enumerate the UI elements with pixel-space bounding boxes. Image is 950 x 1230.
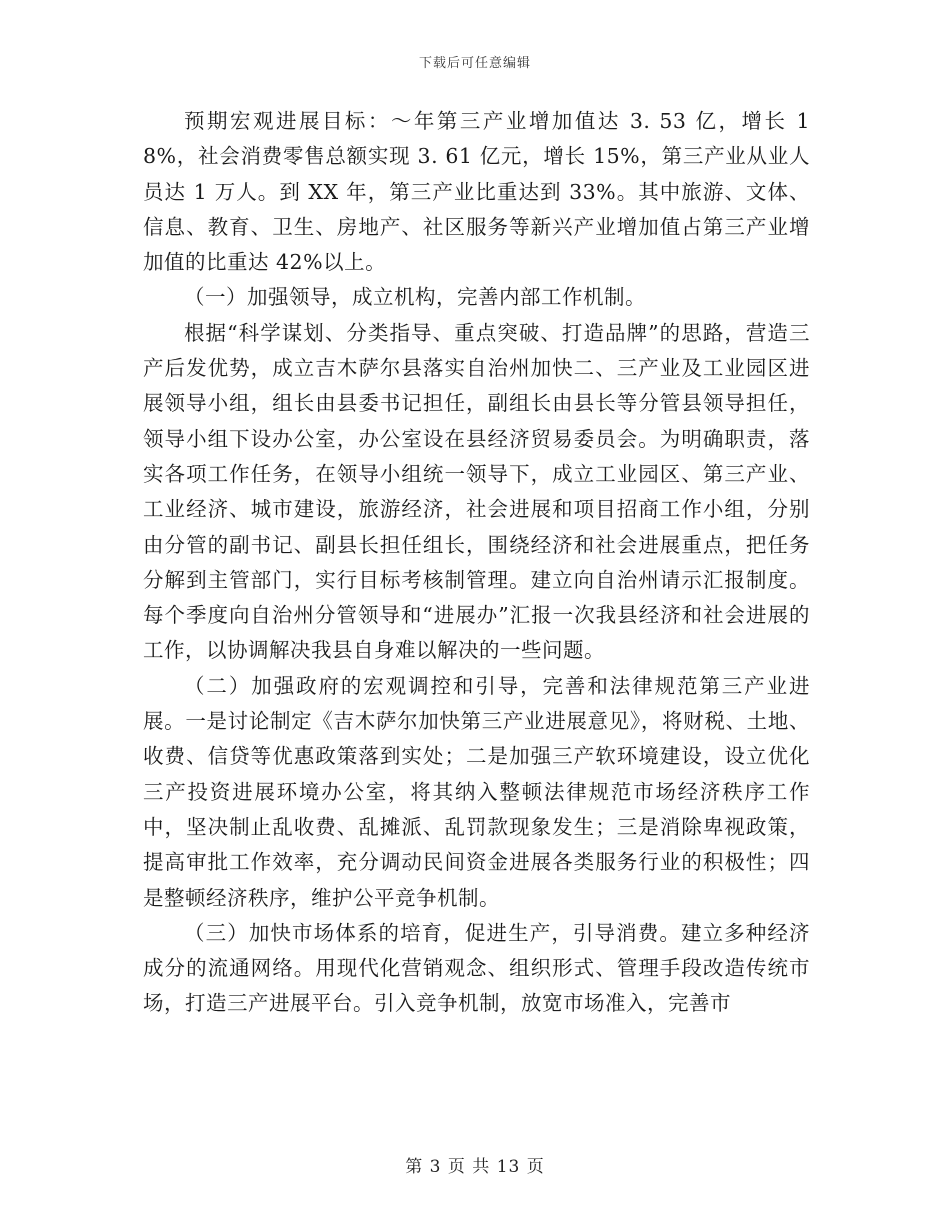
paragraph-section-1-body: 根据“科学谋划、分类指导、重点突破、打造品牌”的思路，营造三产后发优势，成立吉木萨尔县落实自治州加快二、三产业及工业园区进展领导小组，组长由县委书记担任，副组长由县长等分管县领导担任，领导小组下设办公室，办公室设在县经济贸易委员会。为明确职责，落实各项工作任务，在领导小组统一领导下，成立工业园区、第三产业、工业经济、城市建设，旅游经济，社会进展和项目招商工作小组，分别由分管的副书记、副县长担任组长，围绕经济和社会进展重点，把任务分解到主管部门，实行目标考核制管理。建立向自治州请示汇报制度。每个季度向自治州分管领导和“进展办”汇报一次我县经济和社会进展的工作，以协调解决我县自身难以解决的一些问题。 bbox=[143, 320, 810, 663]
page-header: 下载后可任意编辑 bbox=[418, 56, 531, 71]
paragraph-goals: 预期宏观进展目标：～年第三产业增加值达 3. 53 亿，增长 18%，社会消费零售总额实现 3. 61 亿元，增长 15%，第三产业从业人员达 1 万人。到 XX 年，第三产业比重达到 33%。其中旅游、文体、信息、教育、卫生、房地产、社区服务等新兴产业增加值占第三产业增加值的比重达 42%以上。 bbox=[143, 109, 810, 275]
paragraph-section-1-heading: （一）加强领导，成立机构，完善内部工作机制。 bbox=[184, 285, 646, 310]
page-number: 第 3 页 共 13 页 bbox=[405, 1157, 545, 1177]
paragraph-section-3: （三）加快市场体系的培育，促进生产，引导消费。建立多种经济成分的流通网络。用现代化营销观念、组织形式、管理手段改造传统市场，打造三产进展平台。引入竞争机制，放宽市场准入，完善市 bbox=[143, 920, 810, 1016]
document-body bbox=[143, 104, 810, 1022]
paragraph-section-2: （二）加强政府的宏观调控和引导，完善和法律规范第三产业进展。一是讨论制定《吉木萨尔加快第三产业进展意见》，将财税、土地、收费、信贷等优惠政策落到实处；二是加强三产软环境建设，设立优化三产投资进展环境办公室，将其纳入整顿法律规范市场经济秩序工作中，坚决制止乱收费、乱摊派、乱罚款现象发生；三是消除卑视政策，提高审批工作效率，充分调动民间资金进展各类服务行业的积极性；四是整顿经济秩序，维护公平竞争机制。 bbox=[143, 673, 810, 910]
